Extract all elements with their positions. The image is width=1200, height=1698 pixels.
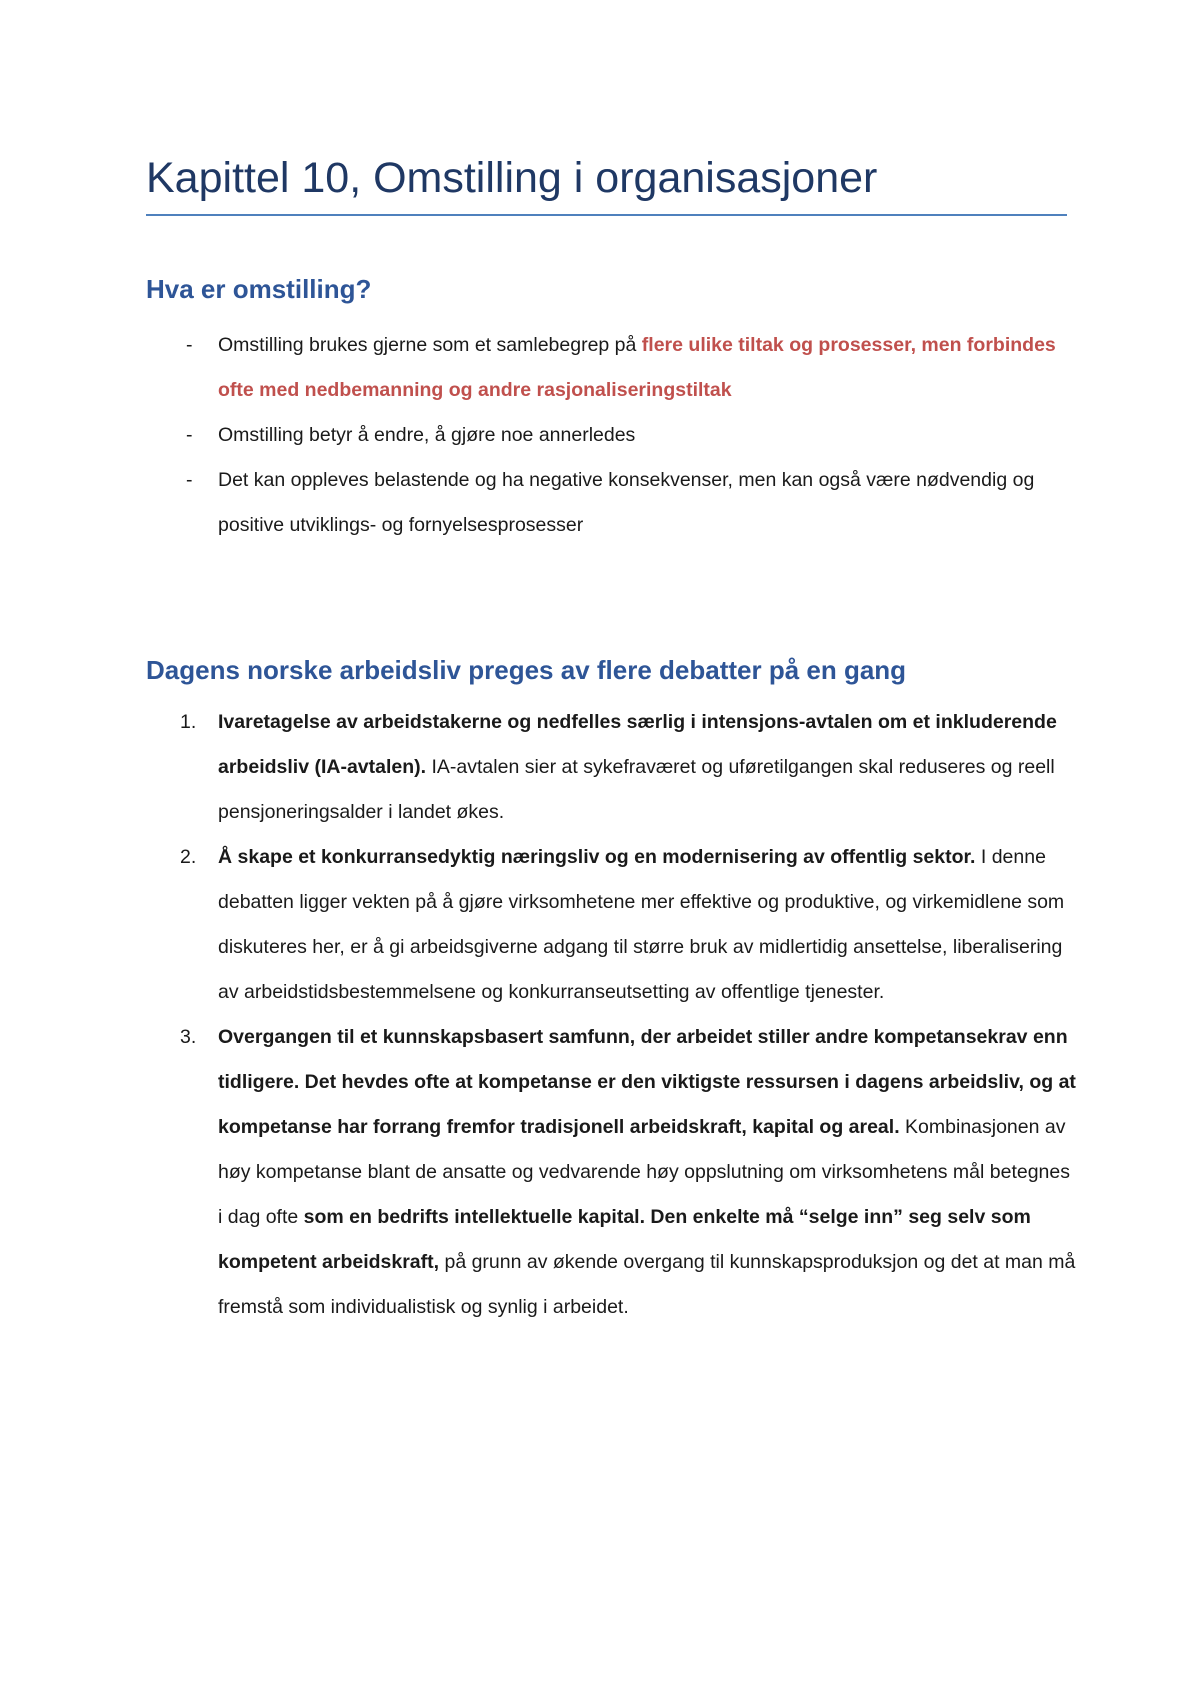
- list-item-text: Det kan oppleves belastende og ha negative konsekvenser, men kan også være nødvendig og positive utviklings- og fornyelsesprosesser: [218, 469, 1035, 536]
- list-item: [146, 1015, 1076, 1330]
- list-item-bold-text: som en bedrifts intellektuelle kapital. Den enkelte må “selge inn” seg selv som kompetent arbeidskraft,: [218, 1206, 1031, 1273]
- debatter-numbered-list: [146, 700, 1076, 1330]
- highlighted-text: flere ulike tiltak og prosesser, men forbindes ofte med nedbemanning og andre rasjonaliseringstiltak: [218, 334, 1056, 401]
- page-title: Kapittel 10, Omstilling i organisasjoner: [146, 154, 878, 202]
- section-heading-debatter: Dagens norske arbeidsliv preges av flere debatter på en gang: [146, 655, 907, 685]
- list-item-bold-text: Å skape et konkurransedyktig næringsliv og en modernisering av offentlig sektor.: [218, 846, 976, 868]
- title-underline: [146, 214, 1067, 216]
- list-item-text: IA-avtalen sier at sykefraværet og uføretilgangen skal reduseres og reell pensjoneringsalder i landet økes.: [218, 756, 1055, 823]
- list-item: [146, 323, 1076, 413]
- list-item: [146, 700, 1076, 835]
- list-item-bold-text: Ivaretagelse av arbeidstakerne og nedfelles særlig i intensjons-avtalen om et inkluderende arbeidsliv (IA-avtalen).: [218, 711, 1057, 778]
- list-item-text: I denne debatten ligger vekten på å gjøre virksomhetene mer effektive og produktive, og virkemidlene som diskuteres her, er å gi arbeidsgiverne adgang til større bruk av midlertidig ansettelse, liberalisering av arbeidstidsbestemmelsene og konkurranseutsetting av offentlige tjenester.: [218, 846, 1065, 1003]
- list-item-text: Omstilling betyr å endre, å gjøre noe annerledes: [218, 424, 636, 446]
- number-marker: 3.: [180, 1026, 197, 1048]
- list-item: [146, 413, 1076, 458]
- list-item-text: Omstilling brukes gjerne som et samlebegrep på: [218, 334, 642, 356]
- list-item-text: Kombinasjonen av høy kompetanse blant de ansatte og vedvarende høy oppslutning om virksomhetens mål betegnes i dag ofte: [218, 1116, 1071, 1228]
- dash-marker: -: [186, 334, 193, 356]
- list-item-text: på grunn av økende overgang til kunnskapsproduksjon og det at man må fremstå som individualistisk og synlig i arbeidet.: [218, 1251, 1076, 1318]
- dash-marker: -: [186, 469, 193, 491]
- number-marker: 1.: [180, 711, 197, 733]
- dash-marker: -: [186, 424, 193, 446]
- list-item: [146, 835, 1076, 1015]
- list-item-bold-text: Overgangen til et kunnskapsbasert samfunn, der arbeidet stiller andre kompetansekrav enn tidligere. Det hevdes ofte at kompetanse er den viktigste ressursen i dagens arbeidsliv, og at kompetanse har forrang fremfor tradisjonell arbeidskraft, kapital og areal.: [218, 1026, 1076, 1138]
- section-heading-omstilling: Hva er omstilling?: [146, 274, 372, 304]
- list-item: [146, 458, 1076, 548]
- omstilling-bullet-list: [146, 323, 1076, 548]
- number-marker: 2.: [180, 846, 197, 868]
